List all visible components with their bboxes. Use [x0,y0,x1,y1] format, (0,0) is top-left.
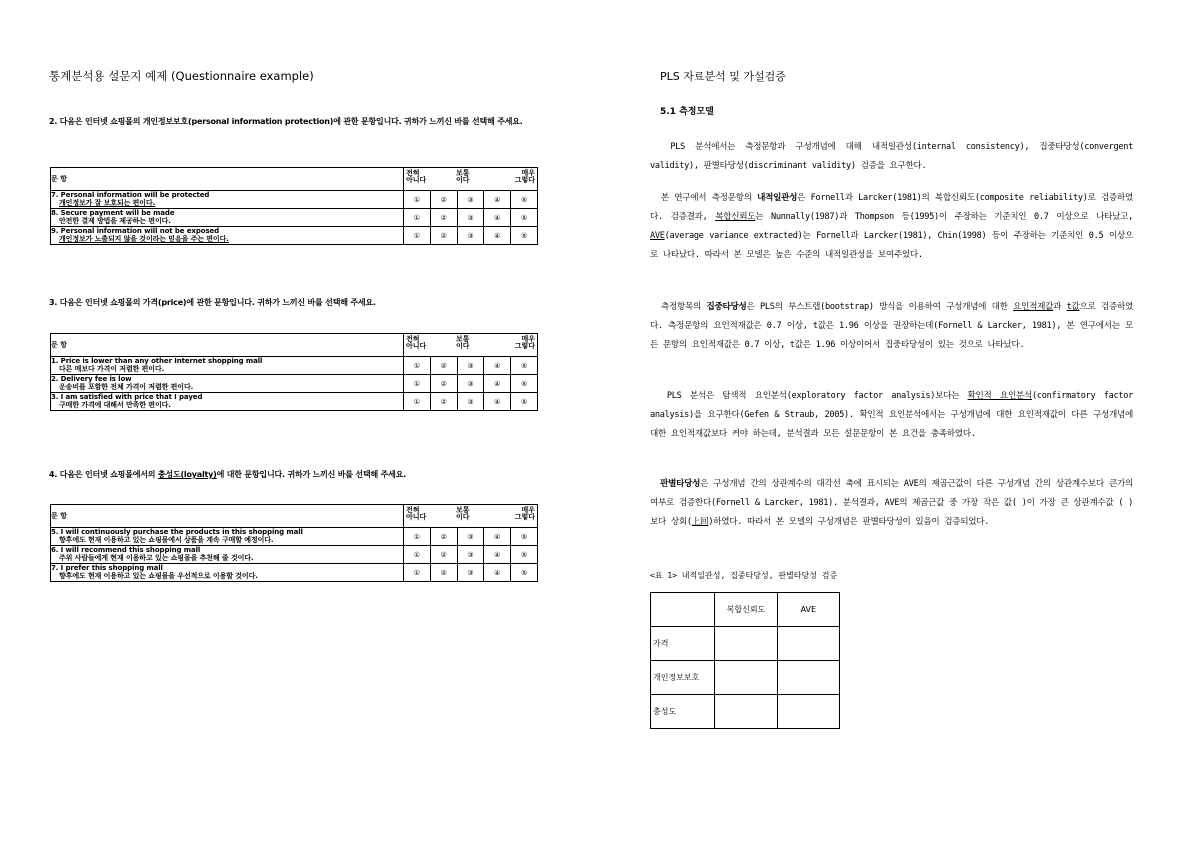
item-cell: 9. Personal information will not be exposed 개인정보가 노출되지 않을 것이라는 믿음을 주는 편이다. [51,227,404,245]
option-1[interactable]: ① [404,191,431,209]
option-2[interactable]: ② [430,375,457,393]
scale-low-label: 전혀 아니다 [406,169,427,184]
item-header: 문 항 [51,334,404,357]
item-cell: 8. Secure payment will be made 안전한 결제 방법을 제공하는 편이다. [51,209,404,227]
table-header-row [51,168,538,191]
option-5[interactable]: ⑤ [511,227,538,245]
option-2[interactable]: ② [430,191,457,209]
validity-table [650,592,840,729]
intro-text: 3. 다음은 인터넷 쇼핑몰의 가격(price)에 관한 문항입니다. 귀하가 느끼신 바를 선택해 주세요. [49,298,376,307]
header-composite-reliability: 복합신뢰도 [715,593,777,627]
option-1[interactable]: ① [404,357,431,375]
table-row [51,357,538,375]
option-3[interactable]: ③ [457,375,484,393]
option-4[interactable]: ④ [484,191,511,209]
option-4[interactable]: ④ [484,209,511,227]
option-4[interactable]: ④ [484,564,511,582]
option-3[interactable]: ③ [457,227,484,245]
table-row [51,393,538,411]
option-4[interactable]: ④ [484,375,511,393]
item-cell: 2. Delivery fee is low 운송비를 포함한 전체 가격이 저렴한 편이다. [51,375,404,393]
table-row [651,695,840,729]
table-row [651,627,840,661]
option-5[interactable]: ⑤ [511,528,538,546]
scale-mid-label: 보통 이다 [456,169,470,184]
option-3[interactable]: ③ [457,357,484,375]
option-1[interactable]: ① [404,227,431,245]
option-4[interactable]: ④ [484,528,511,546]
section-3-intro [49,294,539,311]
header-ave: AVE [777,593,839,627]
scale-header [404,334,538,357]
option-5[interactable]: ⑤ [511,209,538,227]
option-2[interactable]: ② [430,357,457,375]
scale-high-label: 매우 그렇다 [514,506,535,521]
option-1[interactable]: ① [404,528,431,546]
option-2[interactable]: ② [430,209,457,227]
item-header: 문 항 [51,168,404,191]
scale-high-label: 매우 그렇다 [514,169,535,184]
value-cell[interactable] [777,661,839,695]
item-cell: 7. Personal information will be protected 개인정보가 잘 보호되는 편이다. [51,191,404,209]
option-1[interactable]: ① [404,375,431,393]
table-header-row [51,334,538,357]
table-header-row [651,593,840,627]
row-label: 충성도 [651,695,715,729]
table-caption: <표 1> 내적일관성, 집중타당성, 판별타당성 검증 [650,571,838,580]
section-2-intro [49,113,539,130]
table-row [51,528,538,546]
option-5[interactable]: ⑤ [511,564,538,582]
option-4[interactable]: ④ [484,227,511,245]
value-cell[interactable] [715,627,777,661]
option-1[interactable]: ① [404,564,431,582]
option-2[interactable]: ② [430,564,457,582]
table-row [51,209,538,227]
scale-header [404,168,538,191]
option-3[interactable]: ③ [457,209,484,227]
table-row [51,191,538,209]
option-1[interactable]: ① [404,393,431,411]
option-2[interactable]: ② [430,393,457,411]
option-3[interactable]: ③ [457,528,484,546]
paragraph-4: PLS 분석은 탐색적 요인분석(exploratory factor analysis)보다는 확인적 요인분석(confirmatory factor analysis)을 요구한다(Gefen & Straub, 2005). 확인적 요인분석에서는 구성개념에 대한 요인적재값이 다른 구성개념에 대한 요인적재값보다 커야 하는데, 분석결과 모든 설문문항이 본 요건을 충족하였다. [650,391,1134,439]
scale-mid-label: 보통 이다 [456,506,470,521]
table-row [651,661,840,695]
paragraph-2: 본 연구에서 측정문항의 내적일관성은 Fornell과 Larcker(1981)의 복합신뢰도(composite reliability)로 검증하였다. 검증결과, 복합신뢰도는 Nunnally(1987)과 Thompson 등(1995)이 주장하는 기준치인 0.7 이상으로 나타났고, AVE(average variance extracted)는 Fornell과 Larcker(1981), Chin(1998) 등이 주장하는 기준치인 0.5 이상으로 나타났다. 따라서 본 모델은 높은 수준의 내적일관성을 보여주었다. [650,193,1134,260]
scale-mid-label: 보통 이다 [456,335,470,350]
table-row [51,564,538,582]
survey-table-loyalty [50,504,538,582]
option-5[interactable]: ⑤ [511,191,538,209]
survey-table-price [50,333,538,411]
table-row [51,546,538,564]
page-title: PLS 자료분석 및 가설검증 [660,70,786,83]
option-2[interactable]: ② [430,528,457,546]
row-label: 개인정보보호 [651,661,715,695]
option-5[interactable]: ⑤ [511,375,538,393]
option-3[interactable]: ③ [457,546,484,564]
header-empty [651,593,715,627]
intro-text: 2. 다음은 인터넷 쇼핑몰의 개인정보보호(personal information protection)에 관한 문항입니다. 귀하가 느끼신 바를 선택해 주세요. [49,117,523,126]
option-4[interactable]: ④ [484,357,511,375]
table-header-row [51,505,538,528]
table-row [51,227,538,245]
table-row [51,375,538,393]
item-cell: 3. I am satisfied with price that I payed 구매한 가격에 대해서 만족한 편이다. [51,393,404,411]
option-3[interactable]: ③ [457,564,484,582]
option-5[interactable]: ⑤ [511,546,538,564]
paragraph-1: PLS 분석에서는 측정문항과 구성개념에 대해 내적일관성(internal consistency), 집중타당성(convergent validity), 판별타당성(discriminant validity) 검증을 요구한다. [650,142,1134,171]
scale-low-label: 전혀 아니다 [406,335,427,350]
option-4[interactable]: ④ [484,546,511,564]
section-4-intro: 4. 다음은 인터넷 쇼핑몰에서의 충성도(loyalty)에 대한 문항입니다. 귀하가 느끼신 바를 선택해 주세요. [49,470,407,479]
survey-table-privacy [50,167,538,245]
option-1[interactable]: ① [404,546,431,564]
value-cell[interactable] [777,627,839,661]
item-header: 문 항 [51,505,404,528]
option-3[interactable]: ③ [457,191,484,209]
item-cell: 6. I will recommend this shopping mall 주위 사람들에게 현재 이용하고 있는 쇼핑몰을 추천해 줄 것이다. [51,546,404,564]
item-cell: 1. Price is lower than any other Internet shopping mall 다른 매보다 가격이 저렴한 편이다. [51,357,404,375]
scale-high-label: 매우 그렇다 [514,335,535,350]
item-cell: 5. I will continuously purchase the products in this shopping mall 향후에도 현재 이용하고 있는 쇼핑몰에서 상품을 계속 구매할 예정이다. [51,528,404,546]
option-5[interactable]: ⑤ [511,393,538,411]
value-cell[interactable] [715,695,777,729]
item-cell: 7. I prefer this shopping mall 향후에도 현재 이용하고 있는 쇼핑몰을 우선적으로 이용할 것이다. [51,564,404,582]
value-cell[interactable] [777,695,839,729]
option-2[interactable]: ② [430,546,457,564]
value-cell[interactable] [715,661,777,695]
scale-header [404,505,538,528]
page-title: 통계분석용 설문지 예제 (Questionnaire example) [49,69,314,83]
option-1[interactable]: ① [404,209,431,227]
option-2[interactable]: ② [430,227,457,245]
option-5[interactable]: ⑤ [511,357,538,375]
row-label: 가격 [651,627,715,661]
paragraph-5: 판별타당성은 구성개념 간의 상관계수의 대각선 축에 표시되는 AVE의 제곱근값이 다른 구성개념 간의 상관계수보다 큰가의 여부로 검증한다(Fornell & Larcker, 1981). 분석결과, AVE의 제곱근값 중 가장 작은 값( )이 가장 큰 상관계수값 ( )보다 상회(上回)하였다. 따라서 본 모델의 구성개념은 판별타당성이 있음이 검증되었다. [650,479,1133,527]
paragraph-3: 측정항목의 집중타당성은 PLS의 부스트랩(bootstrap) 방식을 이용하여 구성개념에 대한 요인적재값과 t값으로 검증하였다. 측정문항의 요인적재값은 0.7 이상, t값은 1.96 이상을 권장하는데(Fornell & Larcker, 1981), 본 연구에서는 모든 문항의 요인적재값은 0.7 이상, t값은 1.96 이상이어서 집중타당성이 있는 것으로 나타났다. [650,302,1133,350]
section-title: 5.1 측정모델 [660,107,714,117]
option-3[interactable]: ③ [457,393,484,411]
option-4[interactable]: ④ [484,393,511,411]
scale-low-label: 전혀 아니다 [406,506,427,521]
